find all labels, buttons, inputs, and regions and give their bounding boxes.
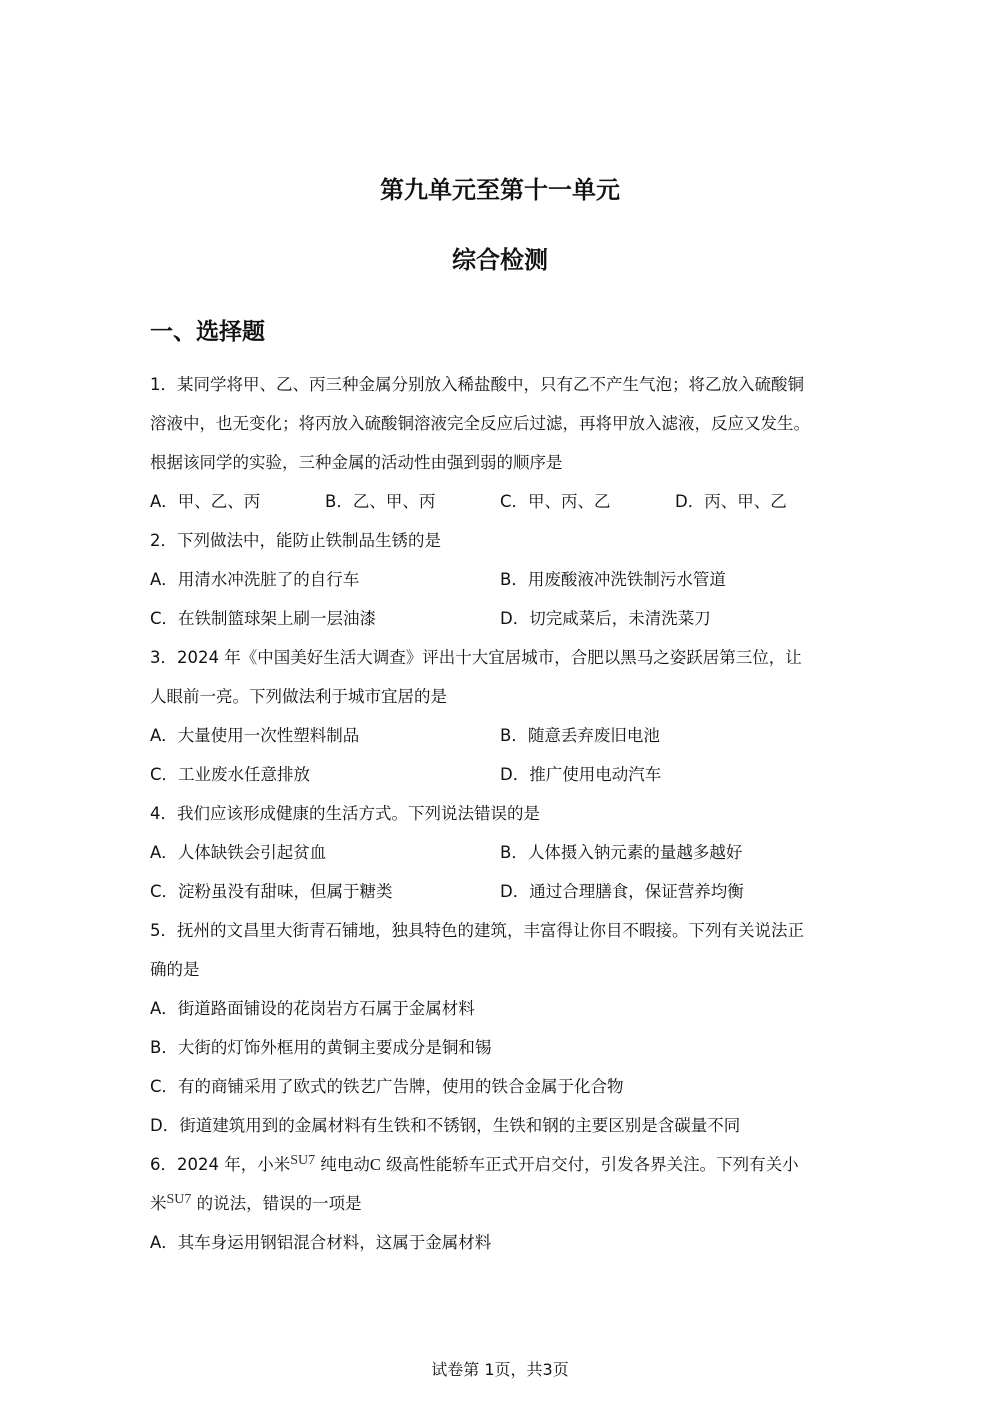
question-2-option-d: D．切完咸菜后，未清洗菜刀 (500, 609, 711, 628)
question-3-option-b: B．随意丢弃废旧电池 (500, 726, 660, 745)
question-6-stem-text-5: 的说法，错误的一项是 (191, 1194, 362, 1213)
exam-title: 第九单元至第十一单元 (380, 176, 620, 204)
question-6-stem-text-1: 6．2024 年，小米 (150, 1155, 291, 1174)
exam-subtitle: 综合检测 (452, 246, 548, 274)
model-name-su7: SU7 (290, 1153, 316, 1168)
question-2-option-b: B．用废酸液冲洗铁制污水管道 (500, 570, 726, 589)
question-3-stem-line-1: 3．2024 年《中国美好生活大调查》评出十大宜居城市，合肥以黑马之姿跃居第三位，让 (150, 648, 802, 667)
question-2-option-a: A．用清水冲洗脏了的自行车 (150, 570, 360, 589)
section-heading: 一、选择题 (150, 319, 265, 345)
question-1-stem-line-2: 溶液中，也无变化；将丙放入硫酸铜溶液完全反应后过滤，再将甲放入滤液，反应又发生。 (150, 414, 810, 433)
page-footer: 试卷第 1页，共3页 (431, 1360, 569, 1379)
question-1-option-a: A．甲、乙、丙 (150, 492, 261, 511)
question-6-stem-text-3: 级高性能轿车正式开启交付，引发各界关注。下列有关小 (380, 1155, 799, 1174)
question-1-stem-line-1: 1．某同学将甲、乙、丙三种金属分别放入稀盐酸中，只有乙不产生气泡；将乙放入硫酸铜 (150, 375, 804, 394)
question-5-option-c: C．有的商铺采用了欧式的铁艺广告牌，使用的铁合金属于化合物 (150, 1077, 624, 1096)
question-6-stem-line-2 (150, 1193, 362, 1215)
question-5-option-d: D．街道建筑用到的金属材料有生铁和不锈钢，生铁和钢的主要区别是含碳量不同 (150, 1116, 741, 1135)
question-2-stem: 2．下列做法中，能防止铁制品生锈的是 (150, 531, 441, 550)
question-4-option-b: B．人体摄入钠元素的量越多越好 (500, 843, 743, 862)
question-5-option-b: B．大街的灯饰外框用的黄铜主要成分是铜和锡 (150, 1038, 492, 1057)
question-1-option-c: C．甲、丙、乙 (500, 492, 611, 511)
question-6-option-a: A．其车身运用钢铝混合材料，这属于金属材料 (150, 1233, 492, 1252)
question-1-option-b: B．乙、甲、丙 (325, 492, 436, 511)
question-4-option-d: D．通过合理膳食，保证营养均衡 (500, 882, 744, 901)
question-1-option-d: D．丙、甲、乙 (675, 492, 787, 511)
question-3-option-c: C．工业废水任意排放 (150, 765, 311, 784)
question-3-option-d: D．推广使用电动汽车 (500, 765, 662, 784)
question-6-stem-line-1 (150, 1154, 799, 1176)
question-2-option-c: C．在铁制篮球架上刷一层油漆 (150, 609, 377, 628)
question-3-option-a: A．大量使用一次性塑料制品 (150, 726, 360, 745)
question-6-class-letter: C (369, 1155, 381, 1174)
question-4-option-a: A．人体缺铁会引起贫血 (150, 843, 327, 862)
question-4-stem: 4．我们应该形成健康的生活方式。下列说法错误的是 (150, 804, 540, 823)
question-5-stem-line-2: 确的是 (150, 960, 200, 979)
question-6-stem-text-4: 米 (150, 1194, 167, 1213)
model-name-su7-second: SU7 (166, 1192, 192, 1207)
question-5-stem-line-1: 5．抚州的文昌里大街青石铺地，独具特色的建筑，丰富得让你目不暇接。下列有关说法正 (150, 921, 804, 940)
question-1-stem-line-3: 根据该同学的实验，三种金属的活动性由强到弱的顺序是 (150, 453, 563, 472)
question-4-option-c: C．淀粉虽没有甜味，但属于糖类 (150, 882, 393, 901)
question-6-stem-text-2: 纯电动 (315, 1155, 370, 1174)
question-3-stem-line-2: 人眼前一亮。下列做法利于城市宜居的是 (150, 687, 447, 706)
question-5-option-a: A．街道路面铺设的花岗岩方石属于金属材料 (150, 999, 475, 1018)
